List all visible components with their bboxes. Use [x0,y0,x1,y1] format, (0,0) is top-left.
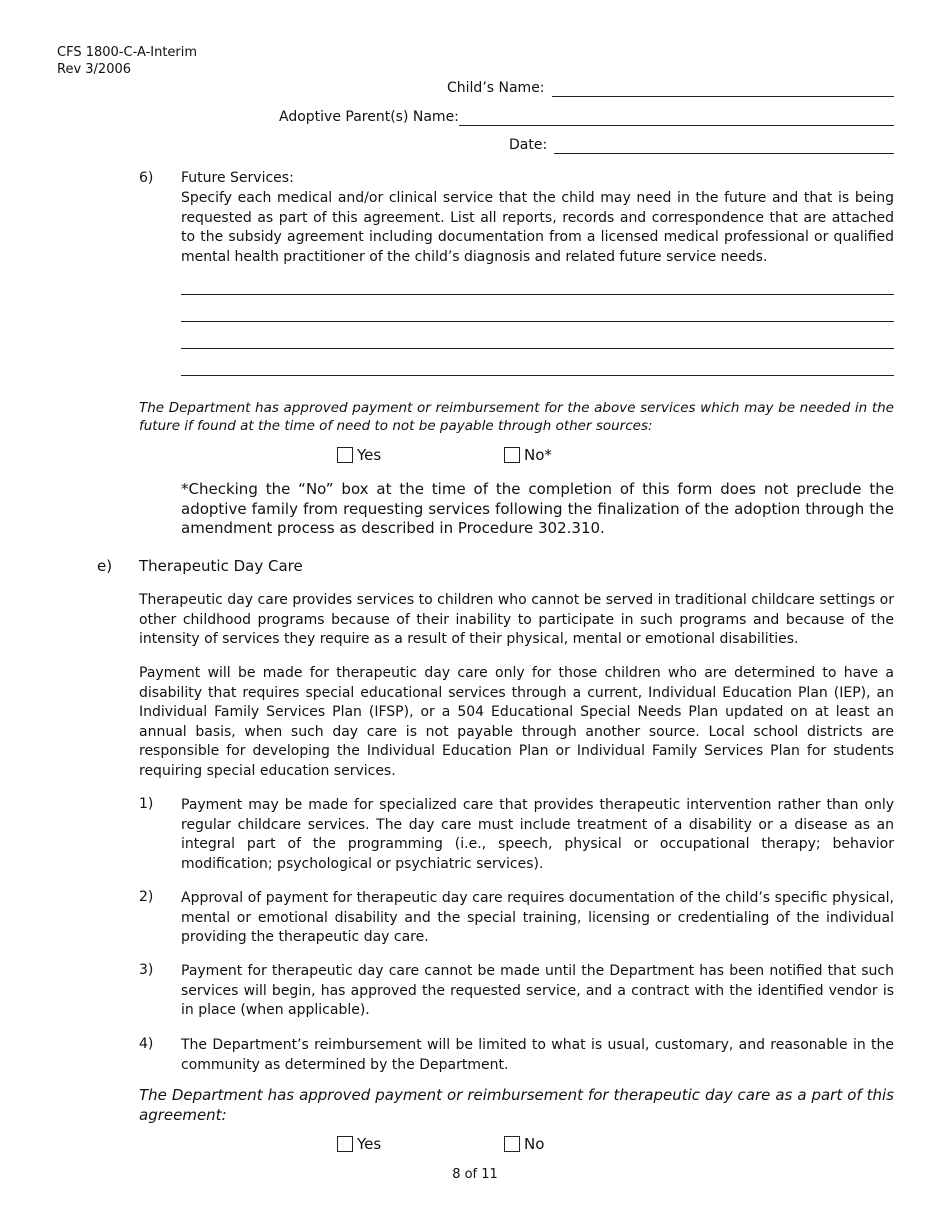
item-1-number: 1) [139,796,154,812]
section-6-note: *Checking the “No” box at the time of the completion of this form does not preclude the adoptive family from requesting services following the finalization of the adoption through the amendment process as described in Procedure 302.310. [181,480,894,537]
item-1-text: Payment may be made for specialized care that provides therapeutic intervention rather than only regular childcare services. The day care must include treatment of a disability or a disease as an integral part of the programming (i.e., speech, physical or occupational therapy; behavior modification; psychological or psychiatric services). [181,797,894,872]
item-2-text: Approval of payment for therapeutic day care requires documentation of the child’s specific physical, mental or emotional disability and the special training, licensing or credentialing of the individual providing the therapeutic day care. [181,890,894,946]
child-name-label: Child’s Name: [447,80,545,96]
section-e-yes-label: Yes [357,1135,382,1153]
section-e-no-checkbox[interactable] [504,1136,520,1152]
section-6-number: 6) [139,170,154,186]
section-6-approval: The Department has approved payment or reimbursement for the above services which may be needed in the future if found at the time of need to not be payable through other sources: [139,400,894,434]
section-6-body: Specify each medical and/or clinical service that the child may need in the future and that is being requested as part of this agreement. List all reports, records and correspondence that are attached to the subsidy agreement including documentation from a licensed medical professional or qualified mental health practitioner of the child’s diagnosis and related future service needs. [181,190,894,265]
answer-line-3[interactable] [181,348,894,349]
section-6-no-label: No* [524,446,552,464]
section-6-yes-checkbox[interactable] [337,447,353,463]
section-e-approval: The Department has approved payment or reimbursement for therapeutic day care as a part of this agreement: [139,1086,894,1124]
date-field[interactable] [554,153,894,154]
item-4-text: The Department’s reimbursement will be limited to what is usual, customary, and reasonable in the community as determined by the Department. [181,1037,894,1073]
adoptive-parents-label: Adoptive Parent(s) Name: [279,109,459,125]
date-label: Date: [509,137,548,153]
answer-line-4[interactable] [181,375,894,376]
item-4-number: 4) [139,1036,154,1052]
section-6-no-option[interactable] [504,446,552,464]
section-e-yes-checkbox[interactable] [337,1136,353,1152]
item-2-number: 2) [139,889,154,905]
section-e-para-2: Payment will be made for therapeutic day care only for those children who are determined to have a disability that requires special educational services through a current, Individual Education Plan (IEP), an Individual Family Services Plan (IFSP), or a 504 Educational Special Needs Plan updated on at least an annual basis, when such day care is not payable through another source. Local school districts are responsible for developing the Individual Education Plan or Individual Family Services Plan for students requiring special education services. [139,665,894,779]
form-revision: Rev 3/2006 [57,62,132,77]
section-e-no-option[interactable] [504,1135,544,1153]
section-e-title: Therapeutic Day Care [139,557,303,575]
section-e-yes-option[interactable] [337,1135,381,1153]
section-e-no-label: No [524,1135,545,1153]
item-3-number: 3) [139,962,154,978]
section-6-yes-label: Yes [357,446,382,464]
section-e-para-1: Therapeutic day care provides services to children who cannot be served in traditional childcare settings or other childhood programs because of their inability to participate in such programs and because of the intensity of services they require as a result of their physical, mental or emotional disabilities. [139,592,894,648]
section-e-letter: e) [97,557,113,575]
page-number: 8 of 11 [452,1167,498,1182]
section-6-no-checkbox[interactable] [504,447,520,463]
answer-line-2[interactable] [181,321,894,322]
section-6-yes-option[interactable] [337,446,381,464]
item-3-text: Payment for therapeutic day care cannot be made until the Department has been notified that such services will begin, has approved the requested service, and a contract with the identified vendor is in place (when applicable). [181,963,894,1019]
answer-line-1[interactable] [181,294,894,295]
adoptive-parents-field[interactable] [459,125,894,126]
child-name-field[interactable] [552,96,894,97]
section-6-title: Future Services: [181,170,294,186]
form-header [57,44,197,78]
form-id: CFS 1800-C-A-Interim [57,45,198,60]
